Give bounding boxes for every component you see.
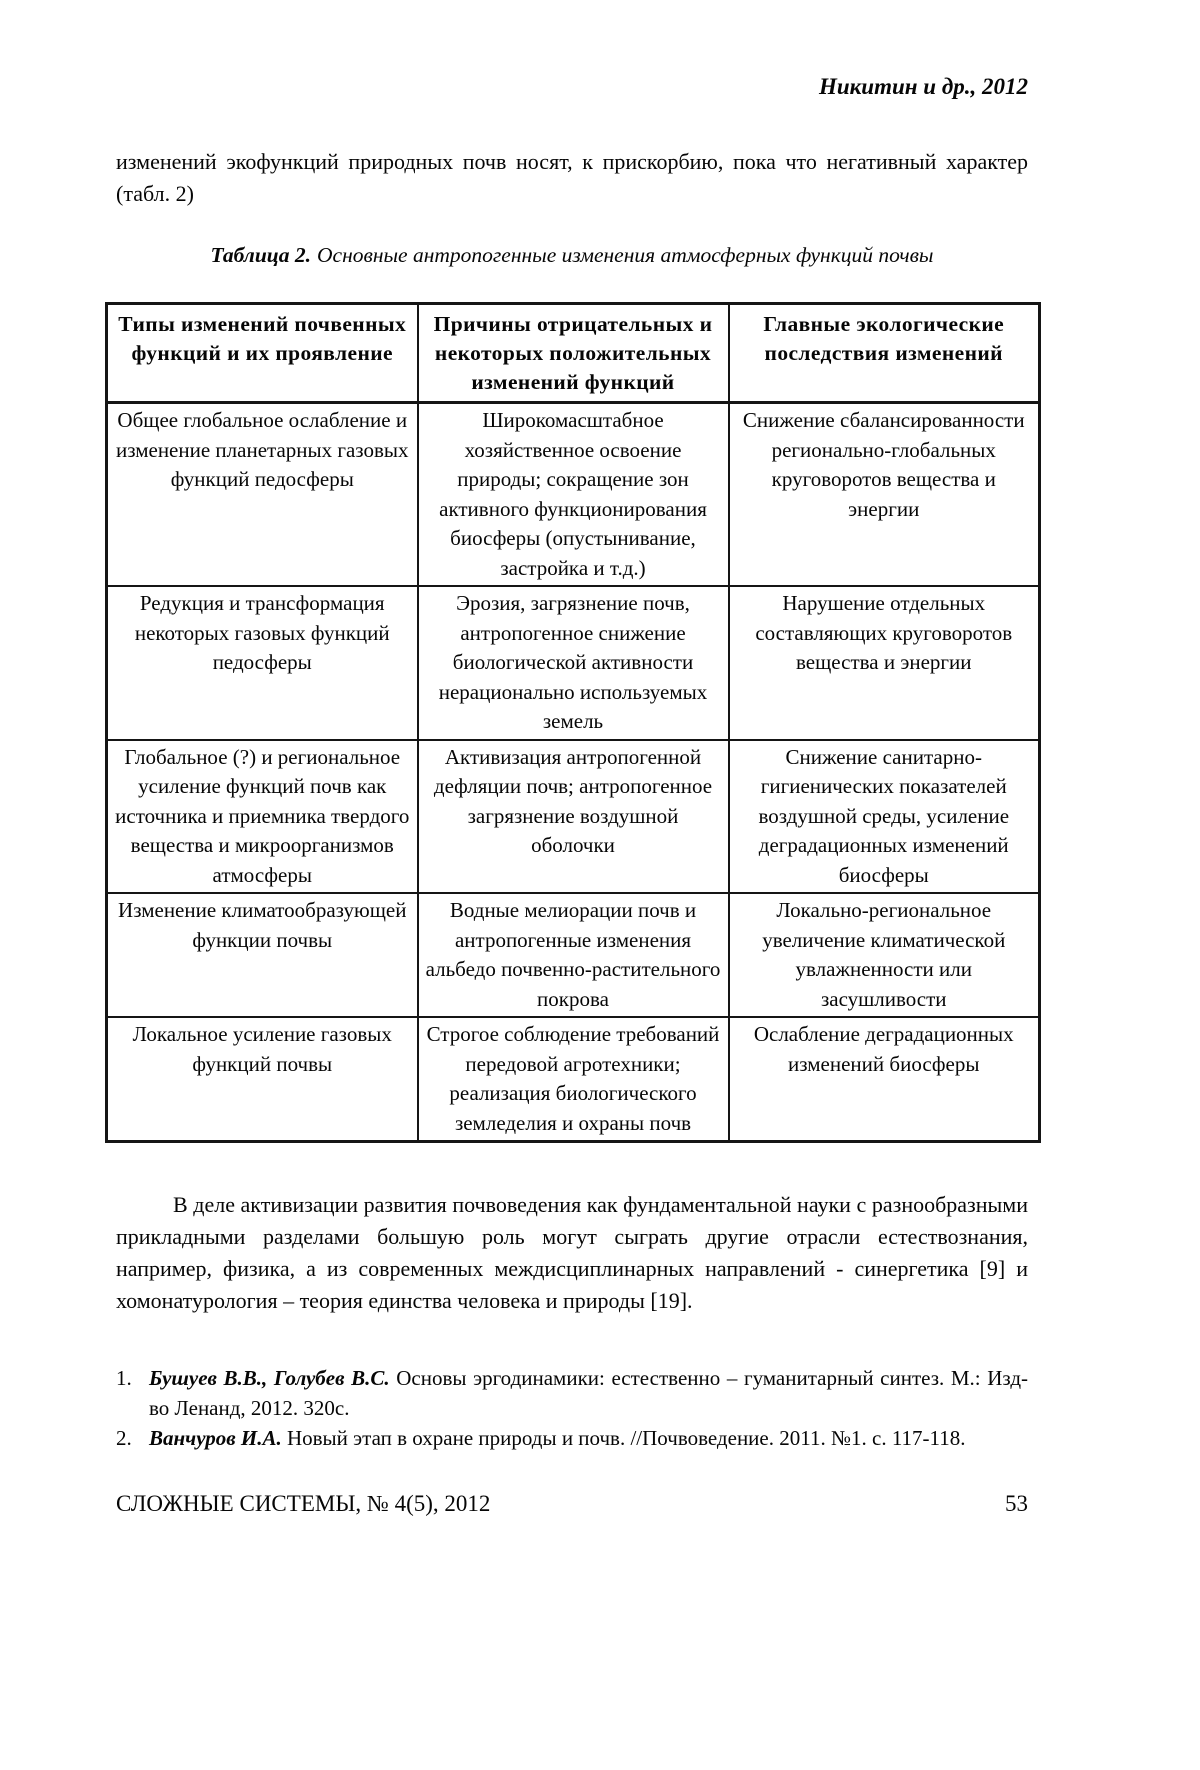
- reference-list: [116, 1363, 1028, 1453]
- reference-entry: [149, 1423, 1028, 1453]
- running-head-citation: Никитин и др., 2012: [818, 74, 1028, 99]
- table-cell: Снижение санитарно-гигиенических показателей воздушной среды, усиление деградационных изменений биосферы: [729, 740, 1040, 894]
- table-header-row: [107, 304, 1040, 403]
- table-cell: Изменение климатообразующей функции почвы: [107, 893, 418, 1017]
- reference-text: Основы эргодинамики: естественно – гуманитарный синтез. М.: Изд-во Ленанд, 2012. 320с.: [149, 1366, 1029, 1420]
- table-caption: [116, 240, 1028, 270]
- table-cell: Активизация антропогенной дефляции почв; антропогенное загрязнение воздушной оболочки: [418, 740, 729, 894]
- table-cell: Водные мелиорации почв и антропогенные изменения альбедо почвенно-растительного покрова: [418, 893, 729, 1017]
- footer-page-number: 53: [1005, 1491, 1028, 1516]
- table-row: [107, 403, 1040, 587]
- reference-authors: Бушуев В.В., Голубев В.С.: [149, 1366, 390, 1390]
- table-cell: Строгое соблюдение требований передовой агротехники; реализация биологического земледелия и охраны почв: [418, 1017, 729, 1142]
- table-header-cell-causes: Причины отрицательных и некоторых положительных изменений функций: [418, 304, 729, 403]
- table-cell: Снижение сбалансированности регионально-глобальных круговоротов вещества и энергии: [729, 403, 1040, 587]
- table-caption-text: Основные антропогенные изменения атмосферных функций почвы: [317, 243, 934, 267]
- table-caption-label: Таблица 2.: [210, 243, 311, 267]
- document-page: [0, 72, 1200, 1519]
- paragraph-discussion: В деле активизации развития почвоведения как фундаментальной науки с разнообразными прикладными разделами большую роль могут сыграть другие отрасли естествознания, например, физика, а из современных междисциплинарных направлений - синергетика [9] и хомонатурология – теория единства человека и природы [19].: [116, 1192, 1028, 1313]
- table-cell: Ослабление деградационных изменений биосферы: [729, 1017, 1040, 1142]
- table-cell: Глобальное (?) и региональное усиление функций почв как источника и приемника твердого вещества и микроорганизмов атмосферы: [107, 740, 418, 894]
- footer-journal-title: СЛОЖНЫЕ СИСТЕМЫ, № 4(5), 2012: [116, 1491, 491, 1516]
- table-cell: Общее глобальное ослабление и изменение планетарных газовых функций педосферы: [107, 403, 418, 587]
- table-cell: Редукция и трансформация некоторых газовых функций педосферы: [107, 586, 418, 740]
- reference-item: [116, 1363, 1028, 1423]
- table-cell: Нарушение отдельных составляющих круговоротов вещества и энергии: [729, 586, 1040, 740]
- reference-authors: Ванчуров И.А.: [149, 1426, 282, 1450]
- reference-text: Новый этап в охране природы и почв. //Почвоведение. 2011. №1. с. 117-118.: [286, 1426, 966, 1450]
- reference-number: 1.: [116, 1366, 132, 1390]
- table-header-cell-types: Типы изменений почвенных функций и их проявление: [107, 304, 418, 403]
- table-row: [107, 586, 1040, 740]
- table-row: [107, 893, 1040, 1017]
- table-cell: Локальное усиление газовых функций почвы: [107, 1017, 418, 1142]
- reference-entry: [149, 1363, 1028, 1423]
- table-row: [107, 740, 1040, 894]
- table-cell: Широкомасштабное хозяйственное освоение природы; сокращение зон активного функционирования биосферы (опустынивание, застройка и т.д.): [418, 403, 729, 587]
- table-cell: Локально-региональное увеличение климатической увлажненности или засушливости: [729, 893, 1040, 1017]
- table-anthropogenic-changes: [105, 302, 1041, 1143]
- page-footer: [116, 1489, 1028, 1519]
- table-cell: Эрозия, загрязнение почв, антропогенное снижение биологической активности нерационально используемых земель: [418, 586, 729, 740]
- paragraph-intro: изменений экофункций природных почв носят, к прискорбию, пока что негативный характер (табл. 2): [116, 149, 1028, 206]
- reference-item: [116, 1423, 1028, 1453]
- table-header-cell-consequences: Главные экологические последствия изменений: [729, 304, 1040, 403]
- reference-number: 2.: [116, 1426, 132, 1450]
- table-row: [107, 1017, 1040, 1142]
